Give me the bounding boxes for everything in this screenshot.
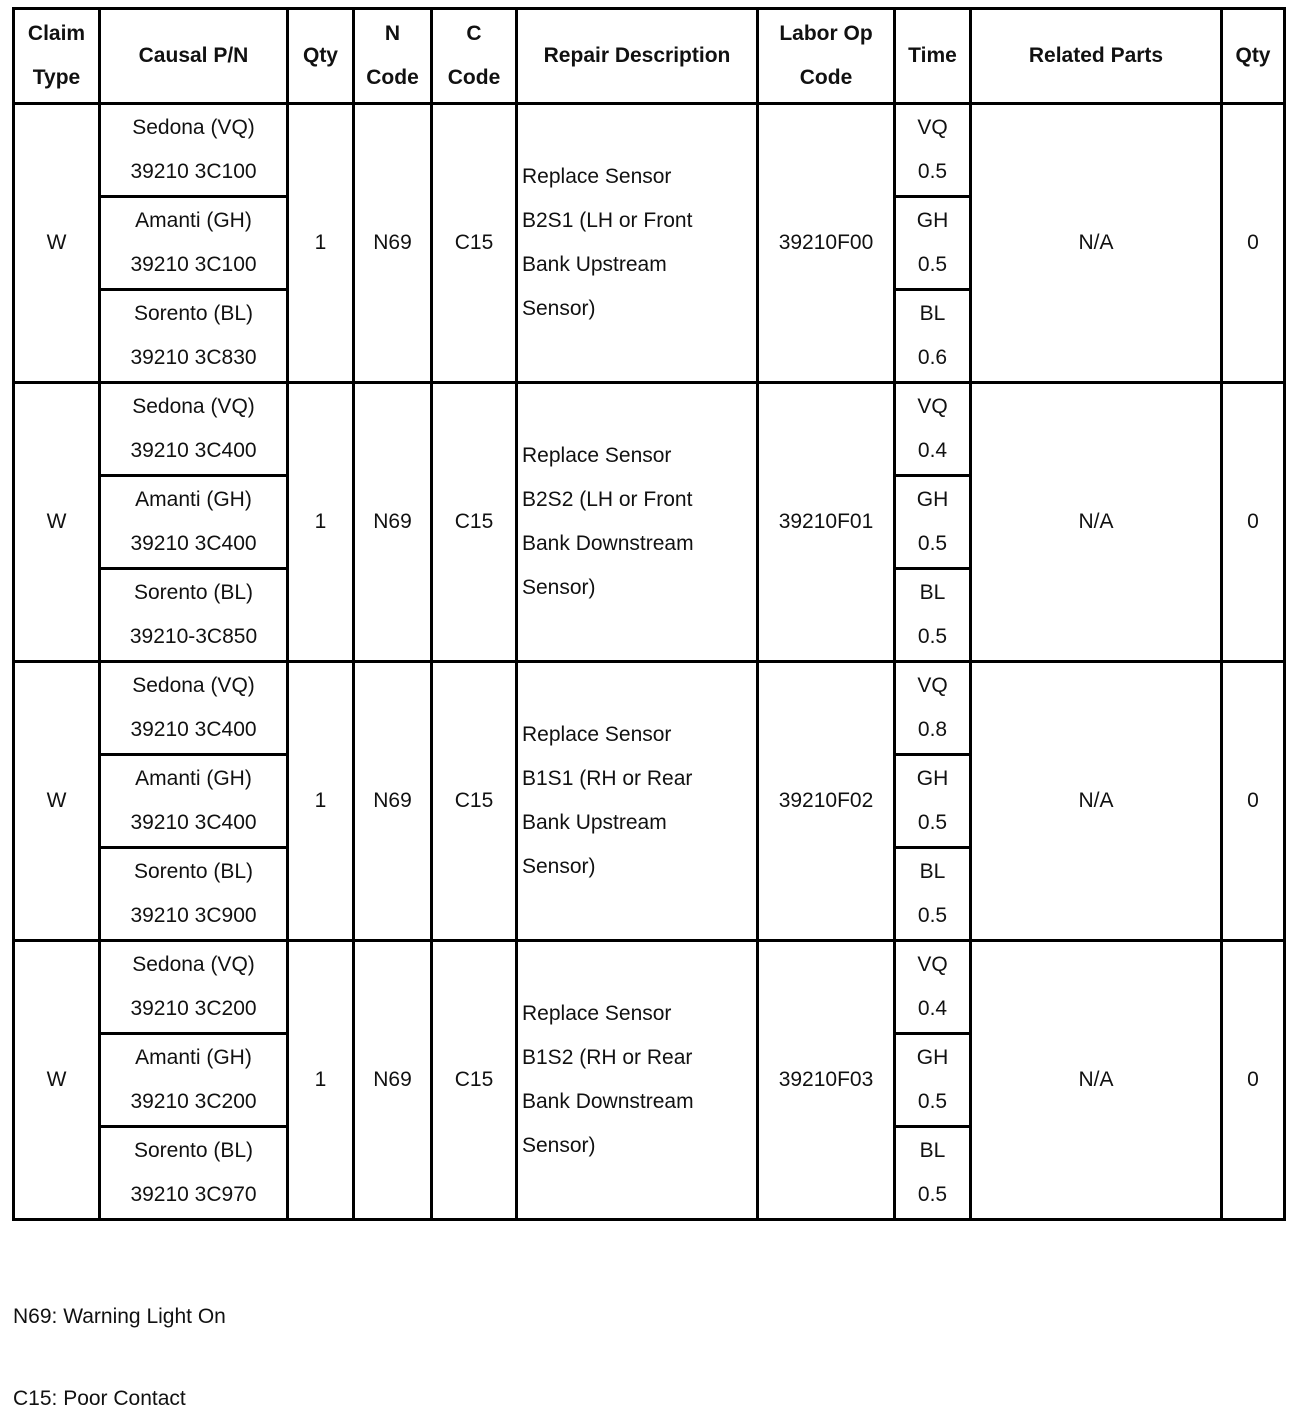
vehicle-model: Sorento (BL): [133, 860, 254, 883]
causal-pn-cell: [100, 848, 288, 941]
time-cell: [895, 662, 971, 755]
part-number: 39210 3C200: [130, 1090, 257, 1113]
causal-pn-cell: [100, 476, 288, 569]
time-cell: [895, 1034, 971, 1127]
time-cell: [895, 104, 971, 197]
causal-pn-cell: [100, 197, 288, 290]
time-cell: [895, 1127, 971, 1220]
header-repair-description: [517, 9, 758, 104]
time-vehicle-code: BL: [919, 581, 946, 604]
vehicle-model: Sedona (VQ): [132, 116, 255, 139]
time-cell: [895, 383, 971, 476]
labor-op-code-cell: 39210F01: [758, 383, 895, 662]
c-code-cell: C15: [432, 104, 517, 383]
vehicle-model: Sedona (VQ): [132, 395, 255, 418]
header-line: N: [384, 22, 401, 45]
n-code-cell: N69: [354, 104, 432, 383]
vehicle-model: Amanti (GH): [135, 488, 252, 511]
c-code-cell: C15: [432, 383, 517, 662]
header-claim-type: [14, 9, 100, 104]
causal-pn-cell: [100, 383, 288, 476]
time-value: 0.5: [917, 1090, 948, 1113]
vehicle-model: Sorento (BL): [133, 1139, 254, 1162]
warranty-claim-table: [12, 7, 1286, 1221]
note-c15: C15: Poor Contact: [13, 1387, 186, 1410]
part-number: 39210 3C100: [130, 253, 257, 276]
causal-pn-cell: [100, 290, 288, 383]
header-related-parts: [971, 9, 1222, 104]
qty-cell: 1: [288, 662, 354, 941]
labor-op-code-cell: 39210F02: [758, 662, 895, 941]
header-line: Repair Description: [543, 44, 731, 67]
vehicle-model: Amanti (GH): [135, 1046, 252, 1069]
header-line: Code: [799, 66, 853, 89]
claim-type-cell: W: [14, 662, 100, 941]
repair-description-line: B2S2 (LH or Front: [522, 488, 693, 511]
repair-description-line: Bank Downstream: [522, 532, 694, 555]
c-code-cell: C15: [432, 662, 517, 941]
time-value: 0.5: [917, 160, 948, 183]
time-value: 0.4: [917, 997, 948, 1020]
repair-description-line: B1S2 (RH or Rear: [522, 1046, 693, 1069]
causal-pn-cell: [100, 1127, 288, 1220]
time-value: 0.5: [917, 253, 948, 276]
time-value: 0.8: [917, 718, 948, 741]
time-vehicle-code: GH: [916, 767, 949, 790]
header-line: Causal P/N: [138, 44, 249, 67]
part-number: 39210 3C970: [130, 1183, 257, 1206]
causal-pn-cell: [100, 662, 288, 755]
time-value: 0.6: [917, 346, 948, 369]
qty-cell: 1: [288, 941, 354, 1220]
header-qty: [288, 9, 354, 104]
time-cell: [895, 569, 971, 662]
time-vehicle-code: GH: [916, 488, 949, 511]
repair-description-line: Sensor): [522, 855, 596, 878]
repair-description-line: Sensor): [522, 576, 596, 599]
time-value: 0.4: [917, 439, 948, 462]
labor-op-code-cell: 39210F03: [758, 941, 895, 1220]
related-parts-cell: N/A: [971, 662, 1222, 941]
time-value: 0.5: [917, 625, 948, 648]
n-code-cell: N69: [354, 941, 432, 1220]
header-line: Time: [908, 44, 957, 67]
time-vehicle-code: VQ: [917, 395, 948, 418]
table-row: [14, 941, 1285, 1034]
part-number: 39210 3C830: [130, 346, 257, 369]
vehicle-model: Amanti (GH): [135, 209, 252, 232]
header-line: Type: [32, 66, 81, 89]
time-vehicle-code: VQ: [917, 116, 948, 139]
repair-description-line: Replace Sensor: [522, 444, 672, 467]
time-vehicle-code: GH: [916, 209, 949, 232]
time-cell: [895, 476, 971, 569]
header-line: Qty: [302, 44, 338, 67]
related-parts-cell: N/A: [971, 104, 1222, 383]
repair-description-line: Bank Upstream: [522, 253, 667, 276]
qty-cell: 1: [288, 104, 354, 383]
repair-description-cell: [517, 941, 758, 1220]
header-labor-op-code: [758, 9, 895, 104]
part-number: 39210 3C200: [130, 997, 257, 1020]
header-related-qty: [1222, 9, 1285, 104]
time-cell: [895, 755, 971, 848]
repair-description-cell: [517, 383, 758, 662]
vehicle-model: Sorento (BL): [133, 302, 254, 325]
time-value: 0.5: [917, 811, 948, 834]
part-number: 39210 3C400: [130, 718, 257, 741]
time-vehicle-code: BL: [919, 1139, 946, 1162]
claim-type-cell: W: [14, 104, 100, 383]
header-line: Claim: [27, 22, 86, 45]
repair-description-line: B2S1 (LH or Front: [522, 209, 693, 232]
time-cell: [895, 197, 971, 290]
claim-type-cell: W: [14, 941, 100, 1220]
part-number: 39210 3C100: [130, 160, 257, 183]
repair-description-line: Sensor): [522, 1134, 596, 1157]
repair-description-cell: [517, 662, 758, 941]
time-value: 0.5: [917, 1183, 948, 1206]
vehicle-model: Amanti (GH): [135, 767, 252, 790]
header-n-code: [354, 9, 432, 104]
time-vehicle-code: VQ: [917, 953, 948, 976]
repair-description-cell: [517, 104, 758, 383]
repair-description-line: B1S1 (RH or Rear: [522, 767, 693, 790]
time-value: 0.5: [917, 532, 948, 555]
part-number: 39210 3C400: [130, 532, 257, 555]
header-line: Labor Op: [779, 22, 873, 45]
header-line: Qty: [1235, 44, 1271, 67]
causal-pn-cell: [100, 941, 288, 1034]
time-vehicle-code: VQ: [917, 674, 948, 697]
part-number: 39210-3C850: [129, 625, 258, 648]
part-number: 39210 3C900: [130, 904, 257, 927]
causal-pn-cell: [100, 569, 288, 662]
header-line: Code: [366, 66, 419, 89]
header-line: Code: [447, 66, 501, 89]
time-value: 0.5: [917, 904, 948, 927]
note-n69: N69: Warning Light On: [13, 1305, 226, 1328]
header-line: C: [466, 22, 482, 45]
related-qty-cell: 0: [1222, 662, 1285, 941]
n-code-cell: N69: [354, 662, 432, 941]
time-vehicle-code: BL: [919, 860, 946, 883]
table-header-row: [14, 9, 1285, 104]
vehicle-model: Sorento (BL): [133, 581, 254, 604]
qty-cell: 1: [288, 383, 354, 662]
vehicle-model: Sedona (VQ): [132, 674, 255, 697]
related-qty-cell: 0: [1222, 383, 1285, 662]
table-row: [14, 383, 1285, 476]
time-cell: [895, 941, 971, 1034]
repair-description-line: Bank Upstream: [522, 811, 667, 834]
part-number: 39210 3C400: [130, 439, 257, 462]
time-vehicle-code: BL: [919, 302, 946, 325]
causal-pn-cell: [100, 755, 288, 848]
part-number: 39210 3C400: [130, 811, 257, 834]
causal-pn-cell: [100, 104, 288, 197]
n-code-cell: N69: [354, 383, 432, 662]
time-cell: [895, 290, 971, 383]
related-qty-cell: 0: [1222, 104, 1285, 383]
repair-description-line: Sensor): [522, 297, 596, 320]
header-c-code: [432, 9, 517, 104]
table-row: [14, 662, 1285, 755]
repair-description-line: Replace Sensor: [522, 1002, 672, 1025]
table-row: [14, 104, 1285, 197]
repair-description-line: Replace Sensor: [522, 723, 672, 746]
header-time: [895, 9, 971, 104]
table-body: [14, 104, 1285, 1220]
header-causal-pn: [100, 9, 288, 104]
related-qty-cell: 0: [1222, 941, 1285, 1220]
time-cell: [895, 848, 971, 941]
causal-pn-cell: [100, 1034, 288, 1127]
related-parts-cell: N/A: [971, 941, 1222, 1220]
vehicle-model: Sedona (VQ): [132, 953, 255, 976]
header-line: Related Parts: [1028, 44, 1164, 67]
repair-description-line: Bank Downstream: [522, 1090, 694, 1113]
labor-op-code-cell: 39210F00: [758, 104, 895, 383]
related-parts-cell: N/A: [971, 383, 1222, 662]
repair-description-line: Replace Sensor: [522, 165, 672, 188]
claim-type-cell: W: [14, 383, 100, 662]
time-vehicle-code: GH: [916, 1046, 949, 1069]
c-code-cell: C15: [432, 941, 517, 1220]
